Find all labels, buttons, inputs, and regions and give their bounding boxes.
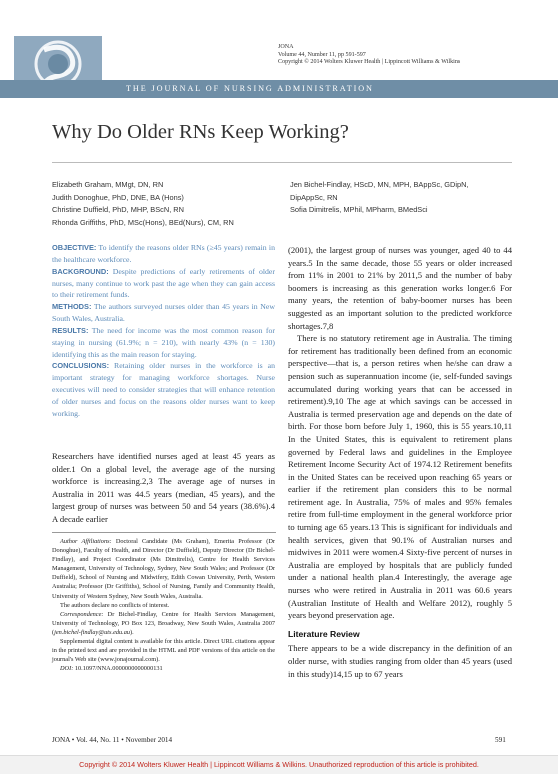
objective-label: OBJECTIVE: <box>52 243 97 252</box>
background-text: Despite predictions of early retirements of older nurses, many continue to work past the age when they can gain access to their retirement funds. <box>52 266 275 300</box>
methods-label: METHODS: <box>52 302 92 312</box>
correspondence-end: ). <box>130 628 134 636</box>
body-paragraph: (2001), the largest group of nurses was younger, aged 40 to 44 years.5 In the same decade, those 55 years or older increased from 11% in 2001 to 21% by 2011,5 and the number of baby boomers is increasing as this generation works longer.6 For many years, the retention of baby-boomer nurses has been suggested as an important solution to the predicted workforce shortages.7,8 <box>288 245 512 331</box>
article-title: Why Do Older RNs Keep Working? <box>52 121 349 143</box>
affiliations-text: Doctoral Candidate (Ms Graham), Emerita Professor (Dr Donoghue), Faculty of Health, and Director (Dr Duffield), Deputy Director (Dr Bichel-Findlay), and Project Coordinator (Ms Dimitrelis), Centre for Health Services Management, University of Technology, Sydney, New South Wales; and Professor (Dr Duffield), School of Nursing and Midwifery, Edith Cowan University, Perth, Western Australia; Professor (Dr Griffiths), School of Nursing, Family and Community Health, University of Western Sydney, New South Wales, Australia. <box>52 538 275 600</box>
author-line: Rhonda Griffiths, PhD, MSc(Hons), BEd(Nurs), CM, RN <box>52 218 234 228</box>
correspondence-text: Dr Bichel-Findlay, Centre for Health Services Management, University of Technology, PO Box 123, Broadway, New South Wales, Australia 2007 ( <box>52 610 275 636</box>
doi-text: 10.1097/NNA.0000000000000131 <box>73 665 163 673</box>
objective-text: To identify the reasons older RNs (≥45 years) remain in the healthcare workforce. <box>52 243 275 264</box>
copyright-notice: Copyright © 2014 Wolters Kluwer Health | Lippincott Williams & Wilkins. Unauthorized reproduction of this article is prohibited. <box>79 760 479 769</box>
abstract-objective <box>52 242 275 266</box>
section-heading-literature-review: Literature Review <box>288 628 360 639</box>
abstract-methods <box>52 301 275 325</box>
journal-short: JONA <box>278 44 294 50</box>
doi-note <box>52 664 275 673</box>
body-paragraph: There is no statutory retirement age in Australia. The timing for retirement has traditionally been defined from an economic perspective—that is, a person retires when he/she can draw a pension such as superannuation income (ie, self-funded savings accumulated during working years that can be accessed in retirement).9,10 The age at which savings can be accessed in Australia is termed preservation age and depends on the date of birth. For those born before July 1, 1960, this is 55 years.10,11 In the United States, this is equivalent to retirement plans governed by Federal laws and guidelines in the Employee Retirement Income Security Act of 1974.12 Retirement benefits in the United States can be received upon reaching 65 years or earlier if the retirement plan considers this to be normal retirement age. In Australia, 75% of males and 95% females retire from full-time employment in the general workforce prior to turning age 65 years.13 This is significant for individuals and health services, given that 90.1% of Australian nurses and midwives in 2011 were women.4 Sixty-five percent of nurses in Australia are employed by hospitals that are publicly funded under a national health plan.4 Interestingly, the average age nurses who were retired in Australia in 2011 was 60.6 years (Australian Institute of Health and Welfare 2012), roughly 5 years beyond preservation age. <box>288 333 512 621</box>
authors-left-column <box>52 179 234 230</box>
author-line: Jen Bichel-Findlay, HScD, MN, MPH, BAppSc, GDipN, <box>290 180 469 189</box>
correspondence-note <box>52 610 275 637</box>
conclusions-label: CONCLUSIONS: <box>52 361 110 371</box>
page-number: 591 <box>495 736 506 744</box>
author-line: DipAppSc, RN <box>290 192 338 202</box>
author-line: Sofia Dimitrelis, MPhil, MPharm, BMedSci <box>290 205 428 215</box>
affiliations-note <box>52 537 275 601</box>
author-line: Judith Donoghue, PhD, DNE, BA (Hons) <box>52 192 184 202</box>
results-label: RESULTS: <box>52 325 89 335</box>
intro-paragraph: Researchers have identified nurses aged at least 45 years as older.1 On a global level, the average age of the nursing workforce is increasing.2,3 The average age of nurses in Australia in 2011 was 44.5 years (median, 45 years), and the largest group of nurses was between 50 and 54 years (38.6%).4 A decade earlier <box>52 451 275 524</box>
results-text: The need for income was the most common reason for staying in nursing (61.9%; n = 210), with nearly 43% (n = 130) identifying this as the main reason for staying. <box>52 325 275 359</box>
abstract-conclusions <box>52 360 275 419</box>
background-label: BACKGROUND: <box>52 266 109 276</box>
body-paragraph: There appears to be a wide discrepancy in the definition of an older nurse, with studies ranging from older than 45 years (used in this study)14,15 up to 67 years <box>288 643 512 679</box>
correspondence-label: Correspondence: <box>60 610 104 618</box>
journal-name: THE JOURNAL OF NURSING ADMINISTRATION <box>126 84 374 93</box>
abstract <box>52 242 275 420</box>
authors-right-column <box>290 179 469 217</box>
conflicts-note: The authors declare no conflicts of interest. <box>60 601 170 609</box>
author-line: Christine Duffield, PhD, MHP, BScN, RN <box>52 205 184 215</box>
journal-copyright-line: Copyright © 2014 Wolters Kluwer Health | Lippincott Williams & Wilkins <box>278 59 461 66</box>
footnotes <box>52 537 275 673</box>
right-column-body <box>288 244 512 680</box>
page-footer-citation: JONA • Vol. 44, No. 11 • November 2014 <box>52 736 173 744</box>
footnote-divider <box>52 532 276 533</box>
methods-text: The authors surveyed nurses older than 45 years in New South Wales, Australia. <box>52 302 275 324</box>
affiliations-label: Author Affiliations: <box>60 538 112 545</box>
journal-meta <box>278 44 460 67</box>
correspondence-email[interactable]: jen.bichel-findlay@uts.edu.au <box>54 628 131 636</box>
supplemental-note: Supplemental digital content is available for this article. Direct URL citations appear in the printed text and are provided in the HTML and PDF versions of this article on the journal's Web site (www.jonajournal.com). <box>52 638 275 664</box>
abstract-results <box>52 325 275 361</box>
conclusions-text: Retaining older nurses in the workforce is an important strategy for managing workforce shortages. Nurse executives will need to consider strategies that will enhance retention of older nurses and focus on the reasons older nurses want to keep working. <box>52 361 275 418</box>
doi-label: DOI: <box>60 665 74 673</box>
title-divider <box>52 162 512 163</box>
author-line: Elizabeth Graham, MMgt, DN, RN <box>52 180 164 189</box>
volume-line: Volume 44, Number 11, pp 591-597 <box>278 51 366 58</box>
abstract-background <box>52 266 275 302</box>
